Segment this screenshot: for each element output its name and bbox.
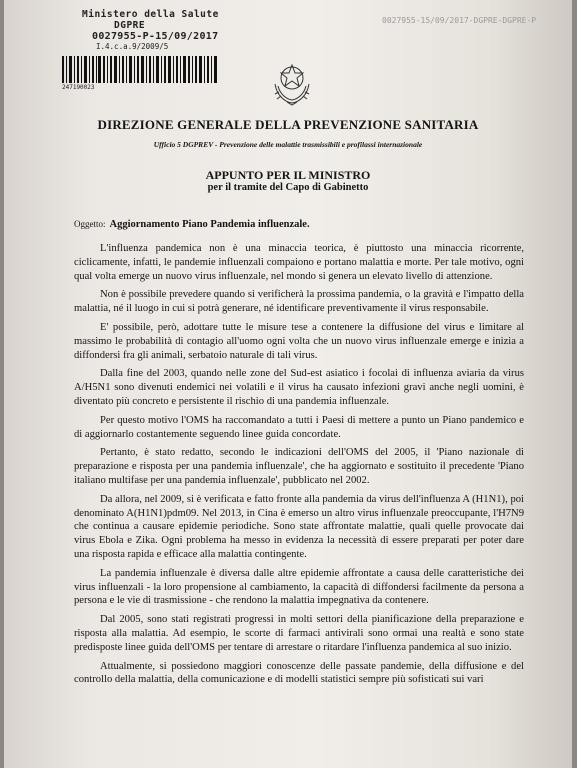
memo-body: [74, 242, 524, 692]
office-subtitle: Ufficio 5 DGPREV - Prevenzione delle malattie trasmissibili e profilassi internazionale: [153, 140, 423, 149]
paragraph: E' possibile, però, adottare tutte le misure tese a contenere la diffusione del virus e limitare al massimo le probabilità di contagio all'uomo ogni volta che un nuovo virus influenzale emerge e inizia a diffondersi fra gli animali, serbatoio naturale di tali virus.: [74, 321, 524, 361]
subject-line: [74, 219, 310, 230]
stamp-protocol: 0027955-P-15/09/2017: [92, 31, 219, 42]
paragraph: La pandemia influenzale è diversa dalle altre epidemie affrontate a causa delle caratteristiche dei virus influenzali - la loro propensione al cambiamento, la capacità di diffondersi facilmente da persona a persona e le vie di trasmissione - che rendono la malattia impegnativa da contenere.: [74, 567, 524, 607]
memo-via: per il tramite del Capo di Gabinetto: [207, 182, 369, 193]
italian-republic-emblem-icon: [269, 62, 315, 106]
paragraph: Dal 2005, sono stati registrati progressi in molti settori della pianificazione della preparazione e risposta alla malattia. Ad esempio, le scorte di farmaci antivirali sono ormai una realtà e sono state predisposte linee guida dell'OMS per tentare di arrestare o ritardare l'influenza pandemica al suo inizio.: [74, 614, 524, 653]
subject-label: Oggetto:: [74, 219, 106, 229]
memo-title: APPUNTO PER IL MINISTRO: [205, 168, 371, 182]
department-title: DIREZIONE GENERALE DELLA PREVENZIONE SANITARIA: [97, 117, 479, 132]
paragraph: Non è possibile prevedere quando si verificherà la prossima pandemia, o la gravità e l'impatto della malattia, né il luogo in cui si potrà generare, né identificare preventivamente il virus responsabile.: [74, 289, 524, 315]
barcode-number: 247190023: [62, 84, 95, 91]
protocol-header-right: 0027955-15/09/2017-DGPRE-DGPRE-P: [382, 16, 537, 25]
paragraph: Dalla fine del 2003, quando nelle zone del Sud-est asiatico i focolai di influenza aviaria da virus A/H5N1 sono divenuti endemici nei volatili e il virus ha causato infezioni gravi anche negli uomini, è diventato più concreto e persistente il rischio di una pandemia influenzale.: [74, 368, 524, 407]
paragraph: Attualmente, si possiedono maggiori conoscenze delle passate pandemie, della diffusione e del controllo della malattia, della comunicazione e di modelli statistici sempre più sofisticati sui vari: [74, 660, 524, 686]
protocol-stamp: [82, 9, 219, 51]
barcode-icon: [62, 56, 217, 83]
subject-text: Aggiornamento Piano Pandemia influenzale.: [109, 219, 310, 230]
paragraph: Pertanto, è stato redatto, secondo le indicazioni dell'OMS del 2005, il 'Piano nazionale di preparazione e risposta per una pandemia influenzale', che ha aggiornato e sostituito il precedente 'Piano italiano multifase per una pandemia influenzale', pubblicato nel 2002.: [74, 447, 524, 486]
paragraph: Da allora, nel 2009, si è verificata e fatto fronte alla pandemia da virus dell'influenza A (H1N1), poi denominato A(H1N1)pdm09. Nel 2013, in Cina è emerso un altro virus influenzale preoccupante, l'H7N9 che continua a causare epidemie periodiche. Sono state affrontate malattie, quali quelle provocate dai virus Ebola e Zika. Ogni problema ha messo in evidenza la necessità di essere preparati per poter dare una risposta rapida e efficace alla malattia contingente.: [74, 493, 524, 560]
stamp-ministry: Ministero della Salute: [82, 9, 219, 20]
document-page: [4, 0, 572, 768]
stamp-office: DGPRE: [114, 20, 146, 31]
paragraph: L'influenza pandemica non è una minaccia teorica, è piuttosto una minaccia ricorrente, ciclicamente, infatti, le pandemie influenzali compaiono e portano malattia e morte. Per tale motivo, ogni qual volta emerge un nuovo virus influenzale, nel mondo si genera un elevato livello di attenzione.: [74, 243, 524, 282]
paragraph: Per questo motivo l'OMS ha raccomandato a tutti i Paesi di mettere a punto un Piano pandemico e di aggiornarlo costantemente seguendo linee guida concordate.: [74, 414, 524, 440]
stamp-classification: I.4.c.a.9/2009/5: [96, 42, 169, 51]
